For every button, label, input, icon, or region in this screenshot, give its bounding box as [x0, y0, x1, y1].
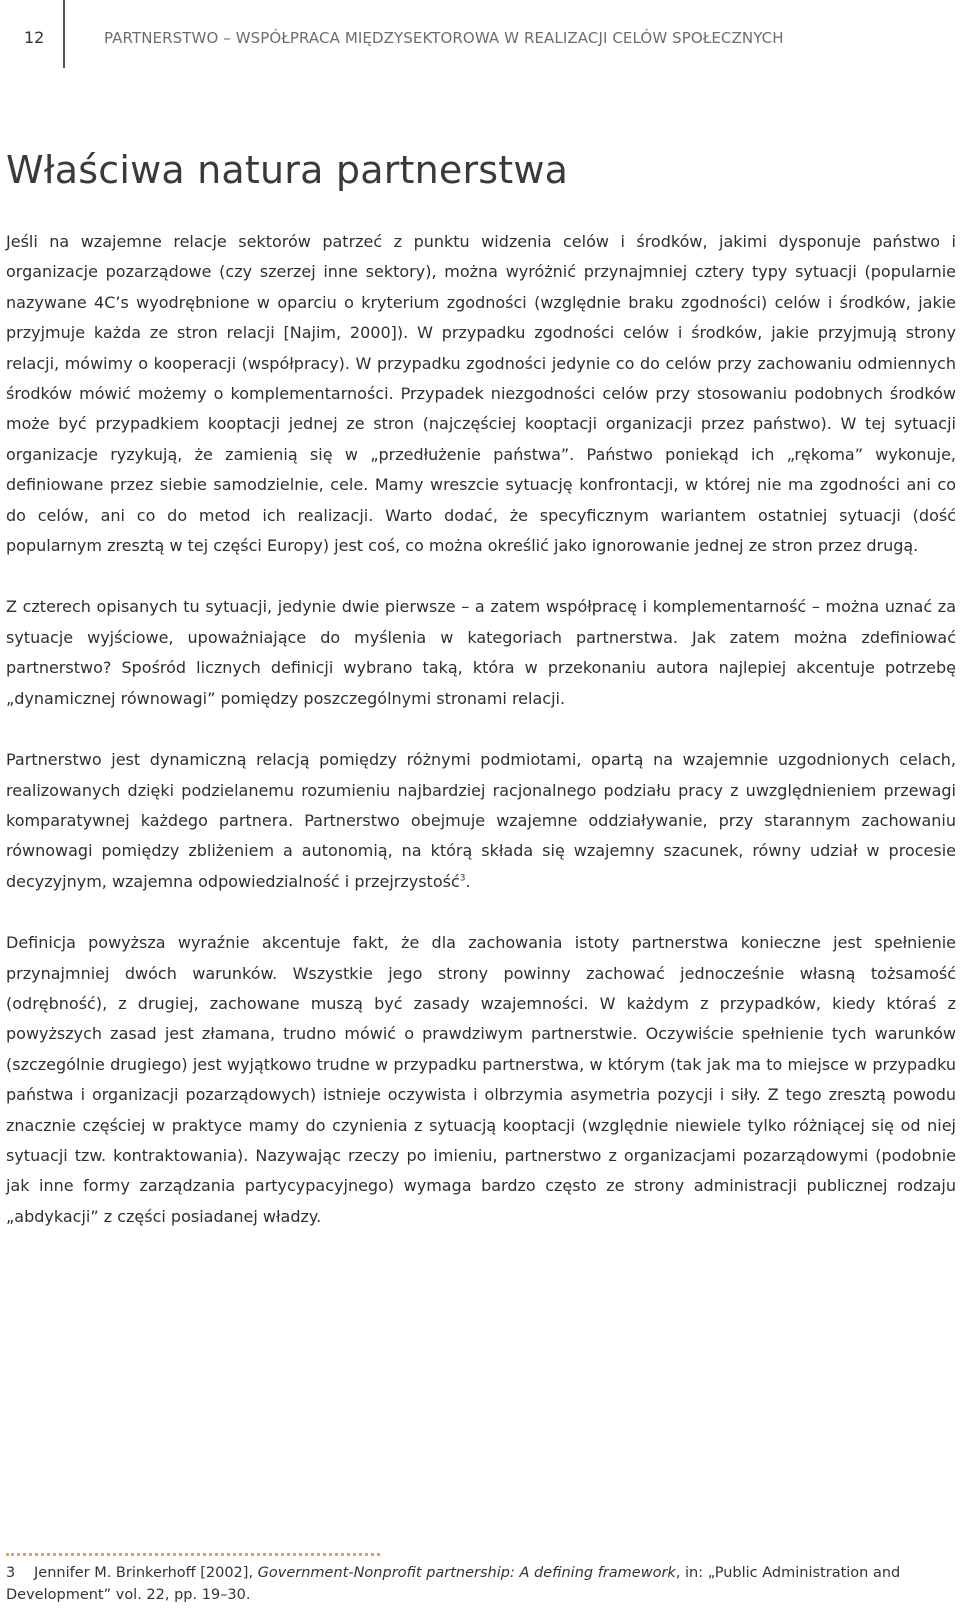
paragraph-3	[6, 745, 956, 897]
running-title: PARTNERSTWO – WSPÓŁPRACA MIĘDZYSEKTOROWA W REALIZACJI CELÓW SPOŁECZNYCH	[104, 29, 784, 47]
section-title: Właściwa natura partnerstwa	[6, 148, 569, 192]
footnote-text-after: , in: „Public Administration and Development” vol. 22, pp. 19–30.	[6, 1565, 901, 1603]
paragraph-4: Definicja powyższa wyraźnie akcentuje fakt, że dla zachowania istoty partnerstwa konieczne jest spełnienie przynajmniej dwóch warunków. Wszystkie jego strony powinny zachować jednocześnie własną tożsamość (odrębność), z drugiej, zachowane muszą być zasady wzajemności. W każdym z przypadków, kiedy któraś z powyższych zasad jest złamana, trudno mówić o prawdziwym partnerstwie. Oczywiście spełnienie tych warunków (szczególnie drugiego) jest wyjątkowo trudne w przypadku partnerstwa, w którym (tak jak ma to miejsce w przypadku państwa i organizacji pozarządowych) istnieje oczywista i olbrzymia asymetria pozycji i siły. Z tego zresztą powodu znacznie częściej w praktyce mamy do czynienia z sytuacją kooptacji (względnie niewiele tylko różniącej się od niej sytuacji tzw. kontraktowania). Nazywając rzeczy po imieniu, partnerstwo z organizacjami pozarządowymi (podobnie jak inne formy zarządzania partycypacyjnego) wymaga bardzo często ze strony administracji publicznej rodzaju „abdykacji” z części posiadanej władzy.	[6, 933, 956, 1226]
page-header	[0, 0, 960, 70]
paragraph-3-end: .	[465, 871, 471, 891]
paragraph-3-text: Partnerstwo jest dynamiczną relacją pomiędzy różnymi podmiotami, opartą na wzajemnie uzgodnionych celach, realizowanych dzięki podzielanemu rozumieniu najbardziej racjonalnego podziału pracy z uwzględnieniem przewagi komparatywnej każdego partnera. Partnerstwo obejmuje wzajemne oddziaływanie, przy starannym zachowaniu równowagi pomiędzy zbliżeniem a autonomią, na którą składa się wzajemny szacunek, równy udział w procesie decyzyjnym, wzajemna odpowiedzialność i przejrzystość	[6, 750, 956, 891]
footnote-reference[interactable]: 3	[459, 873, 466, 884]
header-divider	[63, 0, 65, 68]
footnote-title: Government-Nonprofit partnership: A defining framework	[257, 1565, 676, 1581]
footnote-divider	[6, 1553, 380, 1556]
body-text	[6, 227, 956, 1263]
paragraph-1: Jeśli na wzajemne relacje sektorów patrzeć z punktu widzenia celów i środków, jakimi dysponuje państwo i organizacje pozarządowe (czy szerzej inne sektory), można wyróżnić przynajmniej cztery typy sytuacji (popularnie nazywane 4C’s wyodrębnione w oparciu o kryterium zgodności (względnie braku zgodności) celów i środków, jakie przyjmuje każda ze stron relacji [Najim, 2000]). W przypadku zgodności celów i środków, jakie przyjmują strony relacji, mówimy o kooperacji (współpracy). W przypadku zgodności jedynie co do celów przy zachowaniu odmiennych środków mówić możemy o komplementarności. Przypadek niezgodności celów przy stosowaniu podobnych środków może być przypadkiem kooptacji jednej ze stron (najczęściej kooptacji organizacji przez państwo). W tej sytuacji organizacje ryzykują, że zamienią się w „przedłużenie państwa”. Państwo poniekąd ich „rękoma” wykonuje, definiowane przez siebie samodzielnie, cele. Mamy wreszcie sytuację konfrontacji, w której nie ma zgodności ani co do celów, ani co do metod ich realizacji. Warto dodać, że specyficznym wariantem ostatniej sytuacji (dość popularnym zresztą w tej części Europy) jest coś, co można określić jako ignorowanie jednej ze stron przez drugą.	[6, 232, 956, 556]
footnote-number: 3	[6, 1565, 16, 1581]
paragraph-2: Z czterech opisanych tu sytuacji, jedynie dwie pierwsze – a zatem współpracę i komplementarność – można uznać za sytuacje wyjściowe, upoważniające do myślenia w kategoriach partnerstwa. Jak zatem można zdefiniować partnerstwo? Spośród licznych definicji wybrano taką, która w przekonaniu autora najlepiej akcentuje potrzebę „dynamicznej równowagi” pomiędzy poszczególnymi stronami relacji.	[6, 597, 956, 708]
page-number: 12	[24, 28, 45, 47]
footnote-text-before: Jennifer M. Brinkerhoff [2002],	[34, 1565, 258, 1581]
footnote	[6, 1562, 956, 1606]
